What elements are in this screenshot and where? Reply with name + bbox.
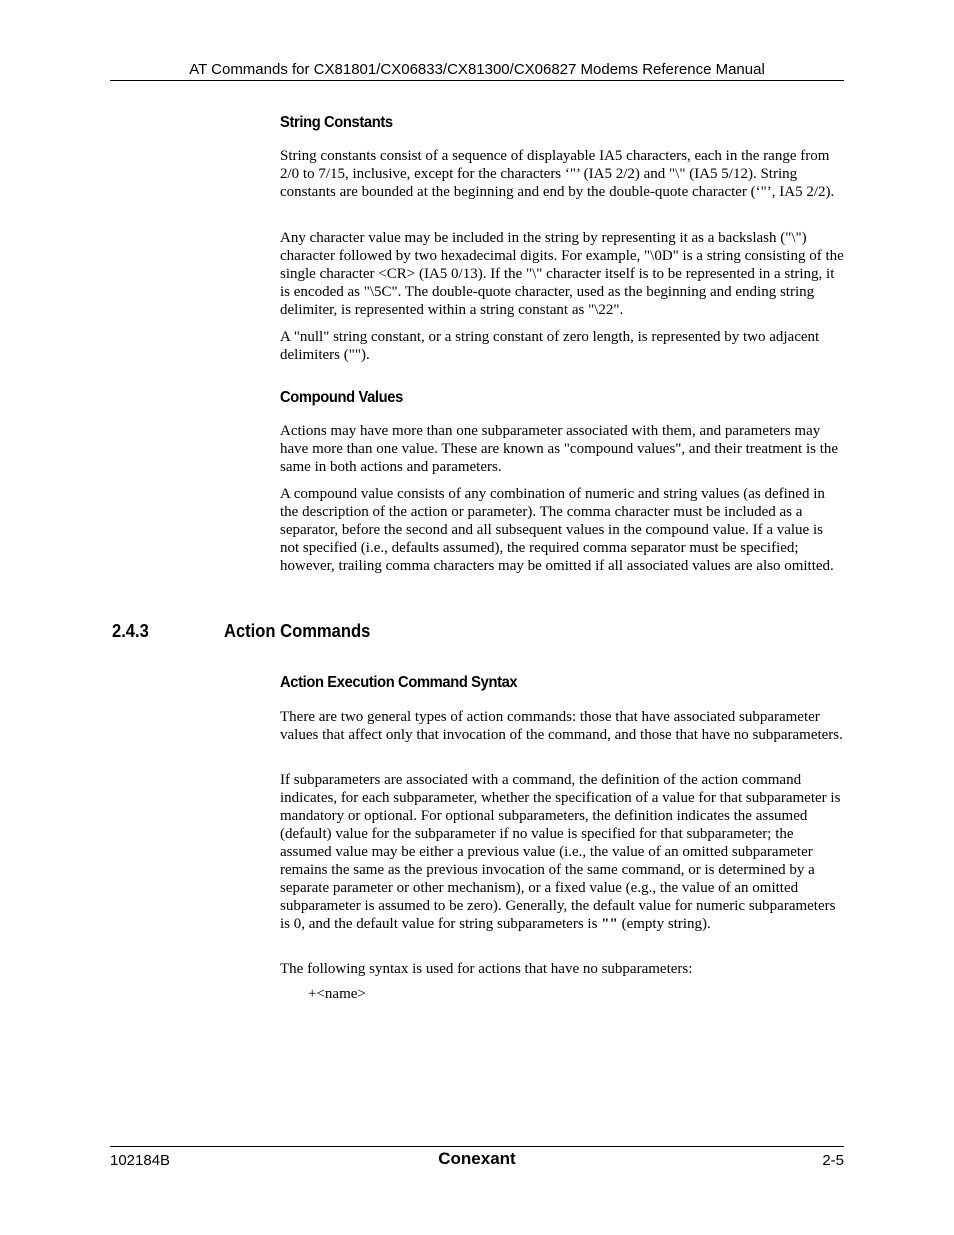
paragraph-compound-values-2: A compound value consists of any combination of numeric and string values (as defined in the description of the action or parameter). The comma character must be included as a separator, before the second and all subsequent values in the compound value. If a value is not specified (i.e., defaults assumed), the required comma separator must be specified; however, trailing comma characters may be omitted if all associated values are also omitted. — [280, 486, 834, 574]
paragraph-string-constants-3: A "null" string constant, or a string constant of zero length, is represented by two adjacent delimiters (""). — [280, 329, 820, 363]
paragraph-string-constants-1: String constants consist of a sequence of displayable IA5 characters, each in the range from 2/0 to 7/15, inclusive, except for the characters ‘"’ (IA5 2/2) and "\" (IA5 5/12). String constants are bounded at the beginning and end by the double-quote character (‘"’, IA5 2/2). — [280, 148, 835, 200]
footer-rule — [110, 1146, 844, 1147]
heading-string-constants: String Constants — [280, 114, 393, 131]
document-number: 102184B — [110, 1152, 171, 1169]
section-number: 2.4.3 — [112, 621, 149, 641]
paragraph-action-syntax-1: There are two general types of action commands: those that have associated subparameter values that affect only that invocation of the command, and those that have no subparameters. — [280, 709, 843, 743]
header-rule — [110, 80, 844, 81]
paragraph-action-syntax-2-end: (empty string). — [617, 916, 711, 932]
paragraph-string-constants-2: Any character value may be included in the string by representing it as a backslash ("\") character followed by two hexadecimal digits. For example, "\0D" is a string consisting of the single character <CR> (IA5 0/13). If the "\" character itself is to be represented in a string, it is encoded as "\5C". The double-quote character, used as the beginning and ending string delimiter, is represented within a string constant as "\22". — [280, 230, 844, 318]
paragraph-action-syntax-2 — [280, 771, 844, 933]
paragraph-compound-values-1: Actions may have more than one subparameter associated with them, and parameters may have more than one value. These are known as "compound values", and their treatment is the same in both actions and parameters. — [280, 423, 839, 475]
company-name: Conexant — [438, 1149, 516, 1168]
syntax-example: +<name> — [308, 986, 366, 1002]
section-title-action-commands: Action Commands — [224, 621, 371, 641]
paragraph-action-syntax-3: The following syntax is used for actions that have no subparameters: — [280, 961, 693, 977]
paragraph-action-syntax-2-text: If subparameters are associated with a command, the definition of the action command indicates, for each subparameter, whether the specification of a value for that subparameter is mandatory or optional. For optional subparameters, the definition indicates the assumed (default) value for the subparameter if no value is specified for that subparameter; the assumed value may be either a previous value (i.e., the value of an omitted subparameter remains the same as the previous invocation of the same command, or is determined by a separate parameter or other mechanism), or a fixed value (e.g., the value of an omitted subparameter is assumed to be zero). Generally, the default value for numeric subparameters is 0, and the default value for string subparameters is — [280, 772, 841, 932]
page-header: AT Commands for CX81801/CX06833/CX81300/CX06827 Modems Reference Manual — [189, 61, 765, 78]
empty-string-literal: "" — [601, 916, 618, 932]
heading-action-execution-syntax: Action Execution Command Syntax — [280, 674, 518, 691]
page-number: 2-5 — [822, 1152, 844, 1169]
heading-compound-values: Compound Values — [280, 389, 403, 406]
